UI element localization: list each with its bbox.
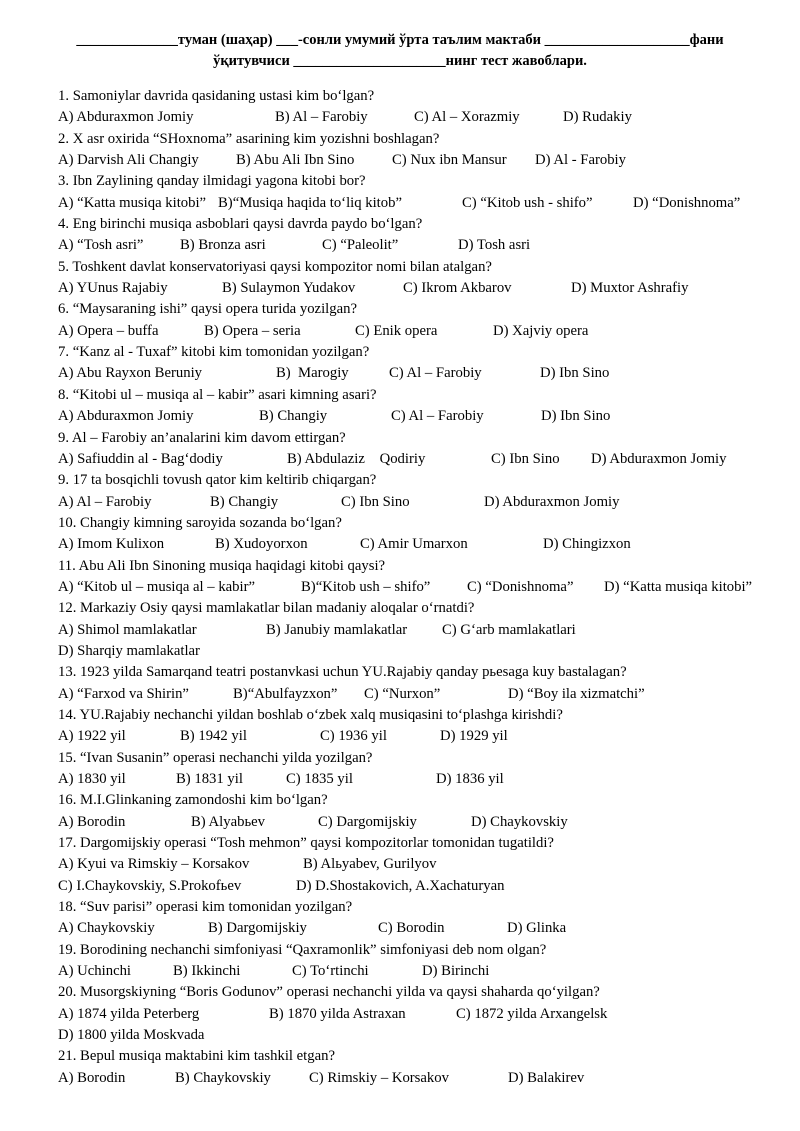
question-text: 7. “Kanz al - Tuxaf” kitobi kim tomonidan yozilgan? bbox=[58, 344, 370, 361]
answer-option: A) Shimol mamlakatlar bbox=[58, 621, 197, 638]
question-text: 20. Musorgskiyning “Boris Godunov” operasi nechanchi yilda va qaysi shaharda qo‘yilgan? bbox=[58, 984, 600, 1001]
answer-option: B) Alyabьev bbox=[191, 813, 266, 830]
answer-option: A) Borodin bbox=[58, 1069, 126, 1086]
answer-options-row bbox=[58, 363, 778, 384]
answer-options-row bbox=[58, 534, 778, 555]
answer-option: D) Ibn Sino bbox=[540, 365, 610, 382]
answer-option: B) Abu Ali Ibn Sino bbox=[236, 152, 355, 169]
answer-option: D) Birinchi bbox=[422, 963, 490, 980]
answer-options-row bbox=[58, 150, 778, 171]
answer-option: B) Abdulaziz Qodiriy bbox=[287, 450, 426, 467]
answer-option: D) Ibn Sino bbox=[541, 408, 611, 425]
header-line-2: ўқитувчиси _____________________нинг тест жавоблари. bbox=[213, 53, 587, 69]
answer-options-row bbox=[58, 918, 778, 939]
question-text: 5. Toshkent davlat konservatoriyasi qaysi kompozitor nomi bilan atalgan? bbox=[58, 258, 492, 275]
answer-option: D) Tosh asri bbox=[458, 237, 531, 254]
question-text: 11. Abu Ali Ibn Sinoning musiqa haqidagi kitobi qaysi? bbox=[58, 557, 386, 574]
answer-option: D) 1929 yil bbox=[440, 728, 508, 745]
question-text: 9. Al – Farobiy an’analarini kim davom ettirgan? bbox=[58, 429, 346, 446]
answer-option: C) Ibn Sino bbox=[341, 493, 410, 510]
question-list bbox=[58, 86, 778, 1089]
answer-option: C) To‘rtinchi bbox=[292, 963, 369, 980]
question-text: 1. Samoniylar davrida qasidaning ustasi kim bo‘lgan? bbox=[58, 88, 375, 104]
answer-option: D) Muxtor Ashrafiy bbox=[571, 280, 689, 297]
answer-option: A) Opera – buffa bbox=[58, 322, 159, 339]
question-text: 10. Changiy kimning saroyida sozanda bo‘lgan? bbox=[58, 514, 342, 531]
answer-option: C) “Kitob ush - shifo” bbox=[462, 194, 593, 211]
answer-option: B) Alьyabev, Gurilyov bbox=[303, 856, 437, 873]
header-line-1: ______________туман (шаҳар) ___-сонли умумий ўрта таълим мактаби ____________________фани bbox=[76, 32, 724, 48]
answer-option: B)“Abulfayzxon” bbox=[233, 685, 338, 702]
answer-option: B) Chaykovskiy bbox=[175, 1069, 271, 1086]
answer-option: A) YUnus Rajabiy bbox=[58, 280, 168, 297]
answer-options-row bbox=[58, 726, 778, 747]
answer-options-row bbox=[58, 235, 778, 256]
answer-option: A) “Katta musiqa kitobi” bbox=[58, 194, 207, 211]
answer-option: B) Changiy bbox=[210, 493, 279, 510]
answer-option: A) Abu Rayxon Beruniy bbox=[58, 365, 203, 382]
answer-option: A) Kyui va Rimskiy – Korsakov bbox=[58, 856, 250, 873]
answer-option: B) 1870 yilda Astraxan bbox=[269, 1005, 406, 1022]
answer-option: D) “Donishnoma” bbox=[633, 194, 741, 211]
answer-option: C) Ibn Sino bbox=[491, 450, 560, 467]
answer-options-row bbox=[58, 577, 778, 598]
answer-option: A) 1830 yil bbox=[58, 771, 126, 787]
answer-options-row bbox=[58, 1025, 778, 1046]
answer-options-row bbox=[58, 620, 778, 641]
answer-option: B) Opera – seria bbox=[204, 322, 301, 339]
answer-options-row bbox=[58, 1068, 778, 1089]
answer-option: A) 1922 yil bbox=[58, 728, 126, 745]
answer-options-row bbox=[58, 769, 778, 790]
answer-option: C) Amir Umarxon bbox=[360, 536, 468, 553]
answer-option: D) Chingizxon bbox=[543, 536, 631, 553]
answer-option: A) Al – Farobiy bbox=[58, 493, 152, 510]
answer-option: B)“Kitob ush – shifo” bbox=[301, 578, 431, 595]
answer-option: C) Al – Farobiy bbox=[389, 365, 482, 382]
answer-option: D) 1836 yil bbox=[436, 771, 504, 787]
question-text: 13. 1923 yilda Samarqand teatri postanvkasi uchun YU.Rajabiy qanday pьesaga kuy bastalagan? bbox=[58, 664, 627, 681]
question-text: 4. Eng birinchi musiqa asboblari qaysi davrda paydo bo‘lgan? bbox=[58, 216, 423, 233]
answer-option: A) Safiuddin al - Bag‘dodiy bbox=[58, 450, 223, 467]
answer-option: C) Al – Xorazmiy bbox=[414, 109, 520, 126]
answer-option: C) 1936 yil bbox=[320, 728, 387, 745]
answer-options-row bbox=[58, 406, 778, 427]
question-text: 16. M.I.Glinkaning zamondoshi kim bo‘lgan? bbox=[58, 792, 328, 809]
answer-option: C) G‘arb mamlakatlari bbox=[442, 621, 576, 638]
answer-option: B) Marogiy bbox=[276, 365, 349, 382]
answer-option: C) Rimskiy – Korsakov bbox=[309, 1069, 449, 1086]
answer-option: C) Enik opera bbox=[355, 322, 438, 339]
answer-option: D) “Boy ila xizmatchi” bbox=[508, 685, 645, 702]
answer-option: D) Rudakiy bbox=[563, 109, 632, 126]
answer-option: D) 1800 yilda Moskvada bbox=[58, 1027, 205, 1044]
answer-option: A) Abduraxmon Jomiy bbox=[58, 408, 194, 425]
question-text: 6. “Maysaraning ishi” qaysi opera turida yozilgan? bbox=[58, 301, 357, 318]
answer-option: C) Borodin bbox=[378, 920, 445, 937]
answer-options-row bbox=[58, 961, 778, 982]
answer-option: B) 1831 yil bbox=[176, 771, 243, 787]
question-text: 8. “Kitobi ul – musiqa al – kabir” asari kimning asari? bbox=[58, 386, 377, 403]
answer-option: C) Ikrom Akbarov bbox=[403, 280, 512, 297]
answer-option: C) Nux ibn Mansur bbox=[392, 152, 507, 169]
answer-option: A) “Kitob ul – musiqa al – kabir” bbox=[58, 578, 256, 595]
answer-option: C) 1872 yilda Arxangelsk bbox=[456, 1005, 608, 1022]
question-text: 17. Dargomijskiy operasi “Tosh mehmon” qaysi kompozitorlar tomonidan tugatildi? bbox=[58, 835, 554, 852]
answer-option: D) “Katta musiqa kitobi” bbox=[604, 578, 753, 595]
answer-options-row bbox=[58, 107, 778, 128]
answer-options-row bbox=[58, 278, 778, 299]
answer-option: B) Bronza asri bbox=[180, 237, 266, 254]
answer-option: B) Changiy bbox=[259, 408, 328, 425]
document-header bbox=[40, 30, 760, 72]
answer-options-row bbox=[58, 684, 778, 705]
answer-option: B) Al – Farobiy bbox=[275, 109, 368, 126]
answer-option: C) Dargomijskiy bbox=[318, 813, 417, 830]
answer-option: B) Dargomijskiy bbox=[208, 920, 307, 937]
answer-option: D) D.Shostakovich, A.Xachaturyan bbox=[296, 877, 505, 894]
question-text: 18. “Suv parisi” operasi kim tomonidan yozilgan? bbox=[58, 899, 353, 916]
question-text: 2. X asr oxirida “SHoxnoma” asarining kim yozishni boshlagan? bbox=[58, 130, 440, 147]
answer-option: B) Sulaymon Yudakov bbox=[222, 280, 356, 297]
answer-option: B)“Musiqa haqida to‘liq kitob” bbox=[218, 194, 402, 211]
question-text: 21. Bepul musiqa maktabini kim tashkil etgan? bbox=[58, 1048, 335, 1065]
question-text: 3. Ibn Zaylining qanday ilmidagi yagona kitobi bor? bbox=[58, 173, 366, 190]
answer-option: A) 1874 yilda Peterberg bbox=[58, 1005, 200, 1022]
question-text: 19. Borodining nechanchi simfoniyasi “Qaxramonlik” simfoniyasi deb nom olgan? bbox=[58, 941, 547, 958]
answer-options-row bbox=[58, 449, 778, 470]
answer-options-row bbox=[58, 1004, 778, 1025]
answer-option: C) 1835 yil bbox=[286, 771, 353, 787]
answer-options-row bbox=[58, 492, 778, 513]
answer-option: A) Uchinchi bbox=[58, 963, 132, 980]
answer-options-row bbox=[58, 641, 778, 662]
answer-option: A) Abduraxmon Jomiy bbox=[58, 109, 194, 126]
answer-option: A) Darvish Ali Changiy bbox=[58, 152, 199, 169]
question-text: 14. YU.Rajabiy nechanchi yildan boshlab o‘zbek xalq musiqasini to‘plashga kirishdi? bbox=[58, 706, 563, 723]
question-text: 9. 17 ta bosqichli tovush qator kim keltirib chiqargan? bbox=[58, 472, 377, 489]
answer-option: C) “Paleolit” bbox=[322, 237, 399, 254]
answer-option: D) Chaykovskiy bbox=[471, 813, 568, 830]
question-text: 12. Markaziy Osiy qaysi mamlakatlar bilan madaniy aloqalar o‘rnatdi? bbox=[58, 600, 475, 617]
answer-options-row bbox=[58, 876, 778, 897]
answer-option: B) Xudoyorxon bbox=[215, 536, 308, 553]
answer-option: D) Balakirev bbox=[508, 1069, 585, 1086]
answer-option: D) Xajviy opera bbox=[493, 322, 589, 339]
answer-options-row bbox=[58, 193, 778, 214]
answer-options-row bbox=[58, 321, 778, 342]
question-text: 15. “Ivan Susanin” operasi nechanchi yilda yozilgan? bbox=[58, 749, 373, 766]
answer-option: B) 1942 yil bbox=[180, 728, 247, 745]
answer-option: D) Sharqiy mamlakatlar bbox=[58, 642, 200, 659]
answer-option: C) Al – Farobiy bbox=[391, 408, 484, 425]
answer-options-row bbox=[58, 854, 778, 875]
answer-option: D) Abduraxmon Jomiy bbox=[484, 493, 620, 510]
answer-option: D) Glinka bbox=[507, 920, 567, 937]
answer-option: A) “Tosh asri” bbox=[58, 237, 144, 254]
answer-option: C) “Nurxon” bbox=[364, 685, 441, 702]
answer-option: C) I.Chaykovskiy, S.Prokofьev bbox=[58, 877, 242, 894]
answer-option: A) Imom Kulixon bbox=[58, 536, 165, 553]
answer-option: B) Ikkinchi bbox=[173, 963, 241, 980]
answer-option: C) “Donishnoma” bbox=[467, 578, 574, 595]
answer-option: A) “Farxod va Shirin” bbox=[58, 685, 189, 702]
answer-option: D) Abduraxmon Jomiy bbox=[591, 450, 727, 467]
answer-option: D) Al - Farobiy bbox=[535, 152, 626, 169]
answer-option: A) Borodin bbox=[58, 813, 126, 830]
answer-options-row bbox=[58, 812, 778, 833]
answer-option: B) Janubiy mamlakatlar bbox=[266, 621, 408, 638]
answer-option: A) Chaykovskiy bbox=[58, 920, 155, 937]
